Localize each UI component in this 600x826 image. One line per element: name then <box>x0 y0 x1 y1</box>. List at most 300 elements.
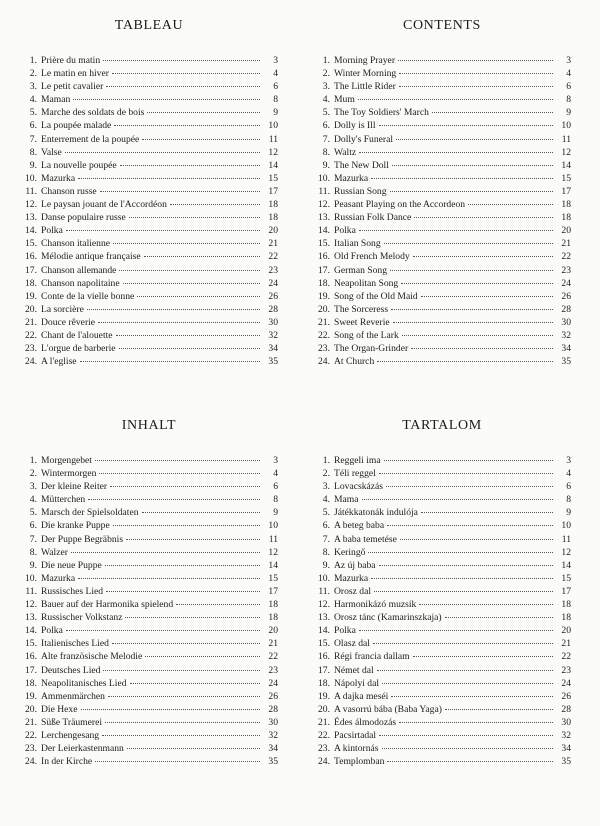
entry-title: Song of the Lark <box>334 329 399 341</box>
entry-number: 1. <box>29 455 37 466</box>
entry-number: 17. <box>25 664 37 676</box>
toc-entry <box>313 80 571 93</box>
toc-entry <box>313 546 571 559</box>
toc-entry <box>313 624 571 637</box>
toc-entry <box>313 506 571 519</box>
toc-entry <box>20 211 278 224</box>
entry-title: Valse <box>41 146 62 158</box>
toc-entry <box>20 303 278 316</box>
toc-entry <box>20 185 278 198</box>
entry-number: 2. <box>322 468 330 480</box>
dot-leader <box>379 734 553 736</box>
entry-page-number: 10 <box>561 120 571 132</box>
toc-entry <box>20 546 278 559</box>
entry-number: 6. <box>29 120 37 132</box>
entry-title: Sweet Reverie <box>334 316 390 328</box>
entry-number: 22. <box>25 329 37 341</box>
dot-leader <box>382 747 553 749</box>
entry-number: 12. <box>25 599 37 611</box>
section-title: INHALT <box>121 418 177 433</box>
entry-page-number: 4 <box>566 68 571 80</box>
toc-entry <box>20 703 278 716</box>
entry-title: At Church <box>334 356 375 368</box>
entry-title: Téli reggel <box>334 468 376 480</box>
entry-page-number: 18 <box>561 599 571 611</box>
entry-number: 19. <box>318 290 330 302</box>
entry-page-number: 6 <box>566 81 571 93</box>
dot-leader <box>401 282 553 284</box>
entry-page-number: 12 <box>561 546 571 558</box>
entry-title: Édes álmodozás <box>334 716 397 728</box>
entry-number: 14. <box>25 625 37 637</box>
entry-page-number: 18 <box>268 212 278 224</box>
entry-number: 15. <box>318 638 330 650</box>
entry-title: A beteg baba <box>334 520 385 532</box>
toc-entry <box>313 585 571 598</box>
dot-leader <box>445 708 553 710</box>
toc-entry <box>20 290 278 303</box>
dot-leader <box>65 151 260 153</box>
entry-page-number: 23 <box>268 264 278 276</box>
entry-page-number: 24 <box>561 277 571 289</box>
entry-title: Dolly is Ill <box>334 120 376 132</box>
dot-leader <box>377 669 553 671</box>
dot-leader <box>371 177 553 179</box>
entry-number: 12. <box>318 599 330 611</box>
entry-number: 1. <box>322 55 330 66</box>
entry-title: Bauer auf der Harmonika spielend <box>41 599 174 611</box>
dot-leader <box>66 229 260 231</box>
toc-entry <box>313 237 571 250</box>
entry-page-number: 24 <box>268 277 278 289</box>
entry-page-number: 32 <box>268 329 278 341</box>
dot-leader <box>371 577 553 579</box>
entry-number: 8. <box>322 146 330 158</box>
dot-leader <box>106 85 260 87</box>
toc-entry <box>20 277 278 290</box>
entry-title: Lerchengesang <box>41 729 100 741</box>
entry-number: 18. <box>318 277 330 289</box>
entry-title: Russian Song <box>334 185 387 197</box>
dot-leader <box>392 164 553 166</box>
entry-page-number: 20 <box>268 225 278 237</box>
entry-page-number: 15 <box>268 172 278 184</box>
entry-page-number: 15 <box>561 572 571 584</box>
toc-entry <box>20 677 278 690</box>
entry-title: A baba temetése <box>334 533 397 545</box>
entry-title: Reggeli ima <box>334 455 381 466</box>
entry-title: Walzer <box>41 546 68 558</box>
dot-leader <box>88 498 260 500</box>
entry-number: 24. <box>318 756 330 768</box>
dot-leader <box>95 459 260 461</box>
entry-number: 17. <box>318 264 330 276</box>
toc-entry <box>313 93 571 106</box>
entry-title: Russian Folk Dance <box>334 212 412 224</box>
entry-page-number: 22 <box>561 651 571 663</box>
entry-number: 13. <box>25 212 37 224</box>
toc-entry <box>20 355 278 368</box>
entry-number: 5. <box>29 507 37 519</box>
entry-title: Neapolitan Song <box>334 277 399 289</box>
entry-page-number: 22 <box>561 251 571 263</box>
entry-title: Polka <box>41 225 63 237</box>
entry-page-number: 6 <box>566 481 571 493</box>
entry-title: Alte französische Melodie <box>41 651 143 663</box>
entry-number: 17. <box>318 664 330 676</box>
section-title: TABLEAU <box>114 18 184 33</box>
entry-number: 21. <box>318 716 330 728</box>
entry-number: 17. <box>25 264 37 276</box>
toc-entry <box>20 611 278 624</box>
entry-title: Peasant Playing on the Accordeon <box>334 199 466 211</box>
entry-page-number: 22 <box>268 651 278 663</box>
entry-page-number: 28 <box>561 303 571 315</box>
entry-title: Mum <box>334 94 355 106</box>
toc-entry <box>313 224 571 237</box>
entry-title: Pacsirtadal <box>334 729 377 741</box>
dot-leader <box>137 295 260 297</box>
toc-entry <box>20 559 278 572</box>
toc-list <box>20 454 278 768</box>
entry-number: 11. <box>318 585 330 597</box>
dot-leader <box>170 203 260 205</box>
entry-page-number: 14 <box>561 159 571 171</box>
entry-number: 14. <box>318 625 330 637</box>
dot-leader <box>78 577 260 579</box>
toc-entry <box>20 572 278 585</box>
dot-leader <box>413 655 553 657</box>
toc-entry <box>313 533 571 546</box>
entry-title: Enterrement de la poupée <box>41 133 140 145</box>
dot-leader <box>391 695 553 697</box>
dot-leader <box>414 216 553 218</box>
toc-entry <box>313 493 571 506</box>
toc-entry <box>20 755 278 768</box>
entry-page-number: 34 <box>561 343 571 355</box>
entry-page-number: 11 <box>268 533 278 545</box>
entry-page-number: 8 <box>273 94 278 106</box>
entry-title: Mazurka <box>41 172 76 184</box>
toc-entry <box>20 133 278 146</box>
entry-page-number: 17 <box>561 585 571 597</box>
entry-page-number: 26 <box>268 290 278 302</box>
entry-title: Waltz <box>334 146 357 158</box>
entry-page-number: 12 <box>268 146 278 158</box>
toc-entry <box>20 172 278 185</box>
dot-leader <box>432 111 553 113</box>
entry-title: In der Kirche <box>41 756 93 768</box>
toc-entry <box>313 454 571 467</box>
entry-page-number: 32 <box>561 729 571 741</box>
dot-leader <box>106 590 260 592</box>
entry-number: 22. <box>318 729 330 741</box>
entry-page-number: 3 <box>566 455 571 466</box>
entry-title: Polka <box>334 625 356 637</box>
dot-leader <box>358 98 553 100</box>
toc-entry <box>20 637 278 650</box>
dot-leader <box>387 524 553 526</box>
dot-leader <box>379 472 553 474</box>
toc-entry <box>313 598 571 611</box>
toc-entry <box>313 703 571 716</box>
entry-page-number: 34 <box>268 343 278 355</box>
toc-entry <box>20 237 278 250</box>
entry-title: Conte de la vielle bonne <box>41 290 135 302</box>
entry-page-number: 21 <box>561 238 571 250</box>
entry-number: 15. <box>25 238 37 250</box>
dot-leader <box>390 269 553 271</box>
toc-entry <box>20 316 278 329</box>
entry-title: Italian Song <box>334 238 381 250</box>
entry-number: 16. <box>318 251 330 263</box>
entry-page-number: 21 <box>268 238 278 250</box>
entry-title: Harmonikázó muzsik <box>334 599 417 611</box>
dot-leader <box>103 59 260 61</box>
toc-entry <box>20 198 278 211</box>
toc-entry <box>20 585 278 598</box>
dot-leader <box>78 177 260 179</box>
toc-entry <box>313 342 571 355</box>
entry-number: 16. <box>25 651 37 663</box>
entry-title: Marsch der Spielsoldaten <box>41 507 139 519</box>
entry-number: 22. <box>318 329 330 341</box>
entry-number: 4. <box>322 94 330 106</box>
dot-leader <box>110 485 260 487</box>
dot-leader <box>87 308 260 310</box>
dot-leader <box>142 511 260 513</box>
entry-page-number: 8 <box>566 494 571 506</box>
entry-number: 3. <box>322 481 330 493</box>
toc-entry <box>20 454 278 467</box>
toc-entry <box>20 80 278 93</box>
dot-leader <box>386 485 553 487</box>
dot-leader <box>112 642 260 644</box>
entry-number: 14. <box>25 225 37 237</box>
toc-entry <box>313 198 571 211</box>
entry-number: 24. <box>25 356 37 368</box>
entry-page-number: 15 <box>561 172 571 184</box>
entry-title: Régi francia dallam <box>334 651 410 663</box>
toc-list <box>313 454 571 768</box>
entry-page-number: 11 <box>561 133 571 145</box>
entry-page-number: 18 <box>268 599 278 611</box>
dot-leader <box>468 203 553 205</box>
entry-page-number: 20 <box>561 225 571 237</box>
entry-page-number: 8 <box>273 494 278 506</box>
entry-number: 10. <box>25 572 37 584</box>
toc-entry <box>20 119 278 132</box>
dot-leader <box>379 124 553 126</box>
entry-page-number: 20 <box>268 625 278 637</box>
toc-entry <box>313 185 571 198</box>
entry-page-number: 18 <box>561 612 571 624</box>
entry-title: A dajka meséi <box>334 690 389 702</box>
entry-number: 6. <box>29 520 37 532</box>
section-title: CONTENTS <box>403 18 481 33</box>
toc-entry <box>313 146 571 159</box>
entry-title: Dolly's Funeral <box>334 133 394 145</box>
entry-number: 19. <box>25 290 37 302</box>
entry-number: 9. <box>322 559 330 571</box>
entry-title: Az új baba <box>334 559 376 571</box>
toc-entry <box>313 519 571 532</box>
entry-title: Morning Prayer <box>334 55 396 66</box>
toc-entry <box>313 211 571 224</box>
toc-entry <box>20 342 278 355</box>
entry-number: 15. <box>25 638 37 650</box>
dot-leader <box>123 282 260 284</box>
entry-page-number: 9 <box>566 507 571 519</box>
dot-leader <box>147 111 260 113</box>
toc-entry <box>20 264 278 277</box>
dot-leader <box>413 255 553 257</box>
entry-title: Italienisches Lied <box>41 638 109 650</box>
dot-leader <box>105 564 260 566</box>
entry-number: 11. <box>318 185 330 197</box>
entry-number: 22. <box>25 729 37 741</box>
entry-page-number: 12 <box>561 146 571 158</box>
dot-leader <box>445 616 553 618</box>
entry-number: 23. <box>25 743 37 755</box>
toc-entry <box>20 106 278 119</box>
toc-entry <box>313 611 571 624</box>
dot-leader <box>396 138 553 140</box>
toc-entry <box>313 716 571 729</box>
toc-entry <box>313 133 571 146</box>
entry-number: 23. <box>318 743 330 755</box>
entry-title: Wintermorgen <box>41 468 97 480</box>
entry-page-number: 18 <box>268 199 278 211</box>
dot-leader <box>400 538 553 540</box>
entry-number: 12. <box>25 199 37 211</box>
entry-page-number: 21 <box>268 638 278 650</box>
entry-title: Danse populaire russe <box>41 212 126 224</box>
toc-entry <box>20 480 278 493</box>
toc-entry <box>20 329 278 342</box>
entry-page-number: 4 <box>273 468 278 480</box>
entry-number: 11. <box>25 185 37 197</box>
entry-number: 19. <box>318 690 330 702</box>
entry-title: Mazurka <box>41 572 76 584</box>
entry-page-number: 30 <box>561 716 571 728</box>
entry-page-number: 3 <box>273 455 278 466</box>
entry-title: A l'eglise <box>41 356 77 368</box>
dot-leader <box>112 72 260 74</box>
entry-number: 15. <box>318 238 330 250</box>
entry-number: 9. <box>29 559 37 571</box>
entry-title: L'orgue de barberie <box>41 343 116 355</box>
entry-page-number: 35 <box>268 356 278 368</box>
dot-leader <box>114 124 260 126</box>
toc-entry <box>20 519 278 532</box>
entry-number: 8. <box>29 546 37 558</box>
entry-page-number: 28 <box>268 303 278 315</box>
entry-page-number: 6 <box>273 81 278 93</box>
entry-title: The Organ-Grinder <box>334 343 409 355</box>
dot-leader <box>387 760 553 762</box>
entry-number: 2. <box>322 68 330 80</box>
toc-entry <box>313 355 571 368</box>
entry-title: Mazurka <box>334 172 369 184</box>
toc-entry <box>313 159 571 172</box>
entry-number: 7. <box>29 133 37 145</box>
entry-page-number: 10 <box>268 520 278 532</box>
dot-leader <box>99 472 260 474</box>
dot-leader <box>145 655 260 657</box>
entry-page-number: 32 <box>268 729 278 741</box>
entry-title: Mama <box>334 494 359 506</box>
entry-title: Süße Träumerei <box>41 716 103 728</box>
dot-leader <box>80 360 260 362</box>
entry-number: 2. <box>29 68 37 80</box>
toc-entry <box>313 572 571 585</box>
toc-entry <box>20 493 278 506</box>
dot-leader <box>399 721 553 723</box>
entry-page-number: 23 <box>268 664 278 676</box>
entry-page-number: 26 <box>561 290 571 302</box>
entry-title: Neapolitanisches Lied <box>41 677 127 689</box>
entry-title: Deutsches Lied <box>41 664 101 676</box>
entry-number: 5. <box>29 107 37 119</box>
entry-title: Mazurka <box>334 572 369 584</box>
entry-page-number: 21 <box>561 638 571 650</box>
dot-leader <box>71 551 260 553</box>
toc-entry <box>20 664 278 677</box>
dot-leader <box>359 629 553 631</box>
toc-entry <box>313 637 571 650</box>
dot-leader <box>402 334 553 336</box>
entry-title: Marche des soldats de bois <box>41 107 145 119</box>
entry-title: Die neue Puppe <box>41 559 102 571</box>
entry-title: Maman <box>41 94 71 106</box>
entry-title: Orosz tánc (Kamarinszkaja) <box>334 612 442 624</box>
entry-number: 10. <box>318 172 330 184</box>
entry-number: 20. <box>318 303 330 315</box>
toc-entry <box>313 690 571 703</box>
entry-title: Keringő <box>334 546 366 558</box>
entry-page-number: 35 <box>268 756 278 768</box>
entry-number: 21. <box>318 316 330 328</box>
toc-entry <box>313 119 571 132</box>
entry-title: Der kleine Reiter <box>41 481 108 493</box>
toc-section-german <box>20 417 278 768</box>
toc-entry <box>313 467 571 480</box>
dot-leader <box>66 629 260 631</box>
entry-number: 21. <box>25 716 37 728</box>
dot-leader <box>116 334 260 336</box>
entry-title: Winter Morning <box>334 68 397 80</box>
dot-leader <box>120 164 260 166</box>
entry-page-number: 18 <box>561 212 571 224</box>
entry-title: Russisches Lied <box>41 585 104 597</box>
entry-page-number: 30 <box>561 316 571 328</box>
dot-leader <box>359 229 553 231</box>
entry-page-number: 9 <box>566 107 571 119</box>
entry-page-number: 14 <box>268 159 278 171</box>
entry-number: 24. <box>25 756 37 768</box>
toc-entry <box>313 650 571 663</box>
toc-entry <box>313 329 571 342</box>
toc-entry <box>313 54 571 67</box>
entry-title: Chanson napolitaine <box>41 277 120 289</box>
toc-entry <box>313 106 571 119</box>
entry-title: Játékkatonák indulója <box>334 507 418 519</box>
toc-entry <box>313 742 571 755</box>
entry-page-number: 28 <box>268 703 278 715</box>
toc-entry <box>20 533 278 546</box>
toc-list <box>313 54 571 368</box>
